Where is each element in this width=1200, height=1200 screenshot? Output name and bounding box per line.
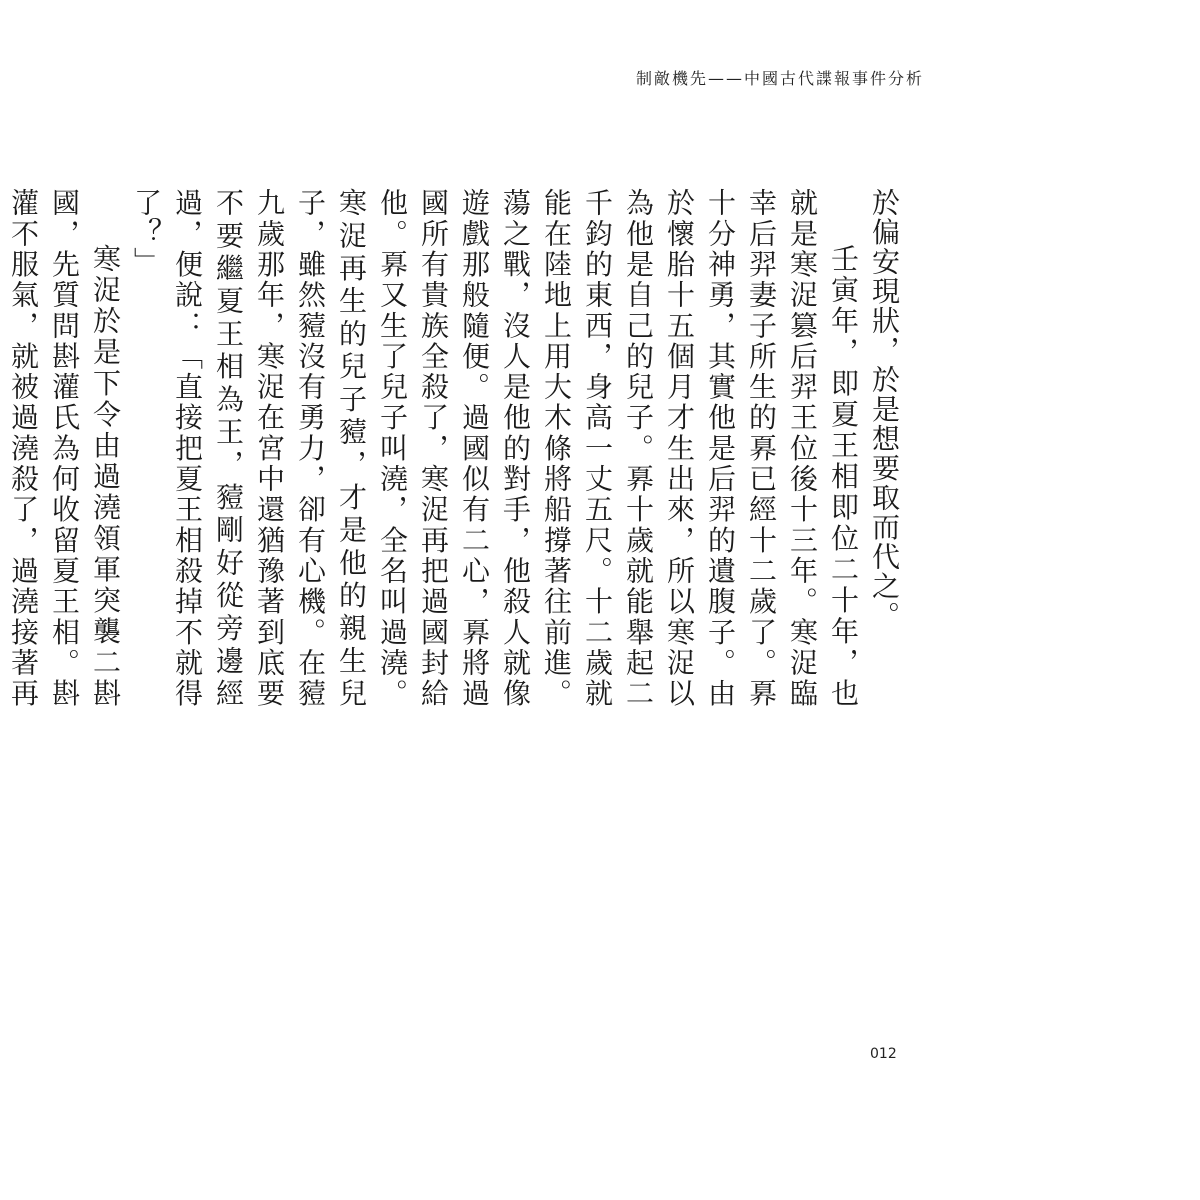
paragraph-3: 寒浞於是下令由過澆領軍突襲二斟國，先質問斟灌氏為何收留夏王相。斟灌不服氣，就被過澆殺了，過澆接著再 [7, 188, 122, 708]
body-text [7, 188, 905, 708]
paragraph-2: 壬寅年，即夏王相即位二十年，也就是寒浞篡后羿王位後十三年。寒浞臨幸后羿妻子所生的奡已經十二歲了。奡十分神勇，其實他是后羿的遺腹子。由於懷胎十五個月才生出來，所以寒浞以為他是自己的兒子。奡十歲就能舉起二千鈞的東西，身高一丈五尺。十二歲就能在陸地上用大木條將船撐著往前進。蕩之戰，沒人是他的對手，他殺人就像遊戲那般隨便。過國似有二心，奡將過國所有貴族全殺了，寒浞再把過國封給他。奡又生了兒子叫澆，全名叫過澆。寒浞再生的兒子豷，才是他的親生兒子，雖然豷沒有勇力，卻有心機。在豷九歲那年，寒浞在宮中還猶豫著到底要不要繼夏王相為王，豷剛好從旁邊經過，便說：「直接把夏王相殺掉不就得了？」 [130, 188, 860, 708]
running-header: 制敵機先——中國古代諜報事件分析 [635, 69, 924, 88]
paragraph-1: 於偏安現狀，於是想要取而代之。 [868, 188, 901, 631]
page-number: 012 [870, 1046, 897, 1062]
